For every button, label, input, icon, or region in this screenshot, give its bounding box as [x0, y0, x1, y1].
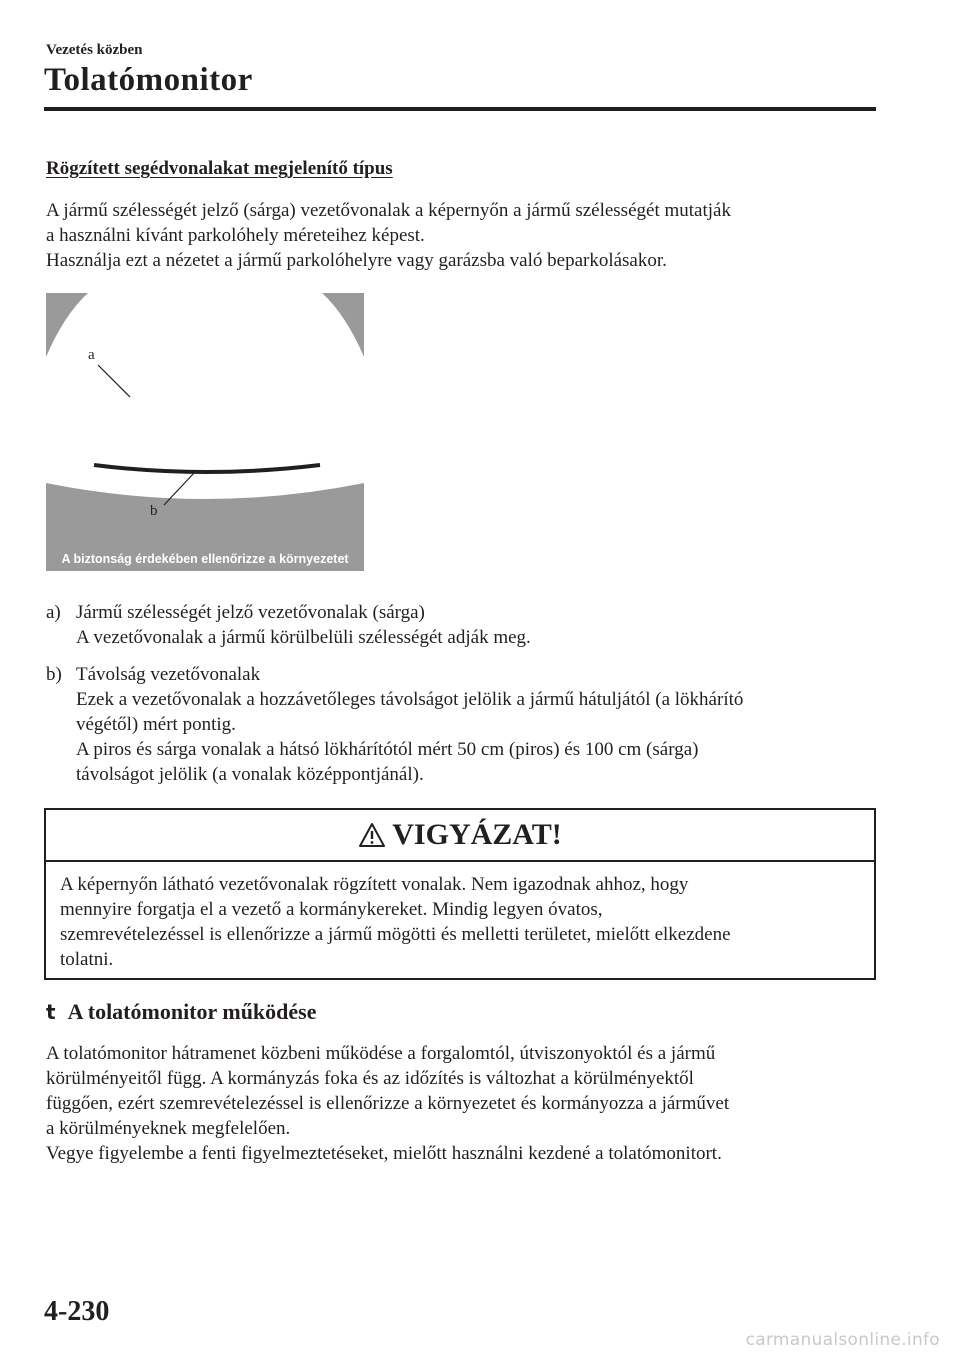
warning-triangle-icon: [358, 822, 386, 848]
page-title: Tolatómonitor: [44, 62, 253, 98]
subsection-title: Rögzített segédvonalakat megjelenítő típus: [46, 158, 393, 179]
title-rule: [44, 107, 876, 111]
screen-safety-message: A biztonság érdekében ellenőrizze a környezetet: [61, 552, 349, 566]
section-heading-text: A tolatómonitor működése: [67, 999, 317, 1024]
section-paragraph: [46, 1041, 876, 1166]
section-line: Vegye figyelembe a fenti figyelmeztetéseket, mielőtt használni kezdené a tolatómonitort.: [46, 1143, 722, 1164]
caution-box: [44, 808, 876, 980]
monitor-illustration: [46, 293, 364, 571]
legend-marker: a): [46, 602, 61, 623]
legend-line: végétől) mért pontig.: [76, 714, 236, 735]
legend-line: Jármű szélességét jelző vezetővonalak (sárga): [76, 602, 425, 623]
watermark: carmanualsonline.info: [745, 1330, 940, 1350]
caution-header: [46, 810, 874, 862]
intro-paragraph: [46, 198, 876, 273]
legend-line: A piros és sárga vonalak a hátsó lökhárítótól mért 50 cm (piros) és 100 cm (sárga): [76, 739, 699, 760]
section-line: A tolatómonitor hátramenet közbeni működése a forgalomtól, útviszonyoktól és a jármű: [46, 1043, 716, 1064]
legend-item-b: [46, 662, 876, 787]
intro-line: Használja ezt a nézetet a jármű parkolóhelyre vagy garázsba való beparkolásakor.: [46, 250, 667, 271]
legend-marker: b): [46, 664, 62, 685]
caution-line: mennyire forgatja el a vezető a kormánykereket. Mindig legyen óvatos,: [60, 899, 603, 920]
rear-view-monitor-figure: [46, 293, 364, 571]
caution-title: VIGYÁZAT!: [392, 818, 562, 851]
callout-label-a: a: [88, 347, 95, 363]
legend-item-a: [46, 600, 876, 650]
page-number: 4-230: [44, 1296, 110, 1327]
legend-line: Távolság vezetővonalak: [76, 664, 261, 685]
section-line: körülményeitől függ. A kormányzás foka és az időzítés is változhat a körülményektől: [46, 1068, 694, 1089]
legend-line: A vezetővonalak a jármű körülbelüli szélességét adják meg.: [76, 627, 531, 648]
intro-line: a használni kívánt parkolóhely méreteihez képest.: [46, 225, 425, 246]
section-heading: [46, 999, 317, 1025]
section-bullet: t: [46, 1000, 56, 1024]
caution-line: A képernyőn látható vezetővonalak rögzített vonalak. Nem igazodnak ahhoz, hogy: [60, 874, 689, 895]
section-line: függően, ezért szemrevételezéssel is ellenőrizze a környezetet és kormányozza a járművet: [46, 1093, 730, 1114]
legend-line: Ezek a vezetővonalak a hozzávetőleges távolságot jelölik a jármű hátuljától (a lökhárító: [76, 689, 744, 710]
caution-text: [46, 862, 874, 972]
section-label: Vezetés közben: [46, 42, 143, 58]
caution-line: tolatni.: [60, 949, 114, 970]
caution-line: szemrevételezéssel is ellenőrizze a jármű mögötti és melletti területet, mielőtt elkezdene: [60, 924, 731, 945]
legend-line: távolságot jelölik (a vonalak középpontjánál).: [76, 764, 424, 785]
section-line: a körülményeknek megfelelően.: [46, 1118, 291, 1139]
callout-label-b: b: [150, 503, 158, 519]
intro-line: A jármű szélességét jelző (sárga) vezetővonalak a képernyőn a jármű szélességét mutatják: [46, 200, 731, 221]
